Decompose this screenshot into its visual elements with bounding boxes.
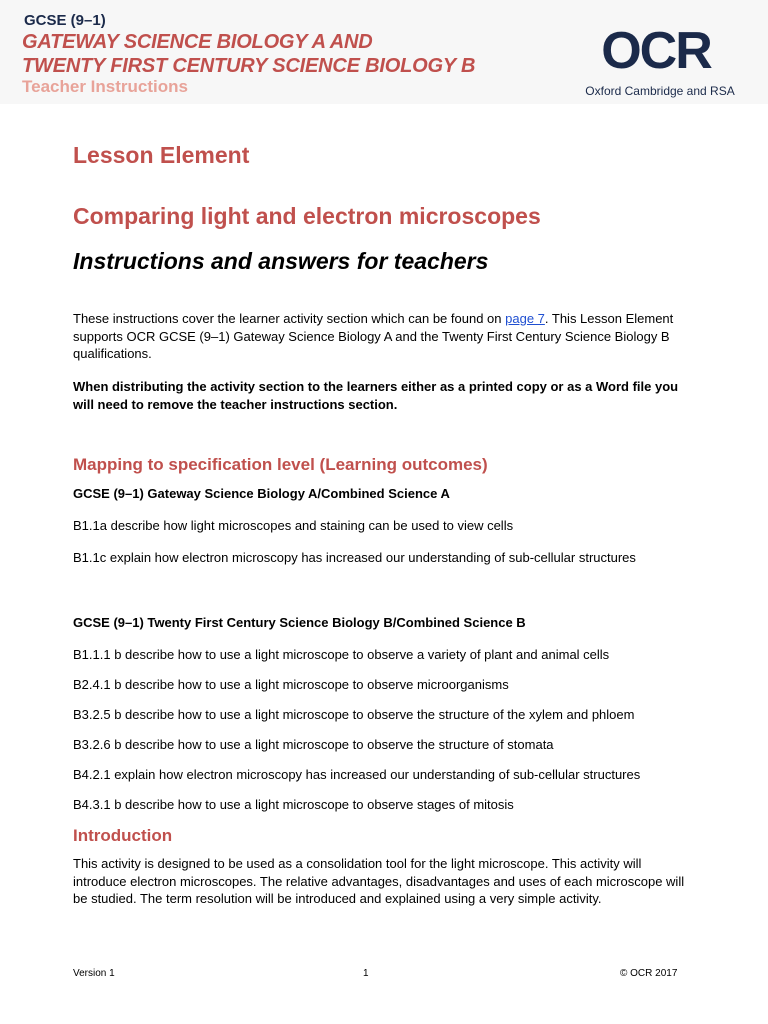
intro-paragraph [73,310,698,363]
learning-outcome: B1.1c explain how electron microscopy has increased our understanding of sub-cellular structures [73,550,636,565]
introduction-heading: Introduction [73,826,173,845]
ocr-wordmark: OCR [601,22,711,80]
header-title-line-2: TWENTY FIRST CENTURY SCIENCE BIOLOGY B [22,55,476,77]
footer-copyright: © OCR 2017 [620,968,678,979]
footer-version: Version 1 [73,968,115,979]
learning-outcome: B1.1.1 b describe how to use a light microscope to observe a variety of plant and animal cells [73,647,610,662]
group-b-heading: GCSE (9–1) Twenty First Century Science Biology B/Combined Science B [73,615,526,630]
ocr-tagline: Oxford Cambridge and RSA [585,84,735,98]
learning-outcome: B3.2.5 b describe how to use a light microscope to observe the structure of the xylem and phloem [73,707,635,722]
page-7-link[interactable]: page 7 [505,311,545,326]
intro-text-after: . This Lesson Element supports OCR GCSE (9–1) Gateway Science Biology A and the Twenty First Century Science Biology B qualifications. [73,311,674,361]
mapping-heading: Mapping to specification level (Learning outcomes) [73,455,488,474]
learning-outcome: B3.2.6 b describe how to use a light microscope to observe the structure of stomata [73,737,554,752]
page-title: Comparing light and electron microscopes [73,203,541,229]
header-subtitle: Teacher Instructions [22,77,188,96]
group-a-heading: GCSE (9–1) Gateway Science Biology A/Combined Science A [73,486,450,501]
page-header [0,0,768,104]
ocr-logo-mark [572,20,742,80]
learning-outcome: B2.4.1 b describe how to use a light microscope to observe microorganisms [73,677,509,692]
footer-page-number: 1 [363,968,369,979]
distribution-notice: When distributing the activity section to the learners either as a printed copy or as a Word file you will need to remove the teacher instructions section. [73,379,679,412]
page-subtitle: Instructions and answers for teachers [73,248,489,274]
header-title-line-1: GATEWAY SCIENCE BIOLOGY A AND [22,31,373,53]
learning-outcome: B1.1a describe how light microscopes and staining can be used to view cells [73,518,514,533]
learning-outcome: B4.3.1 b describe how to use a light microscope to observe stages of mitosis [73,797,514,812]
introduction-paragraph: This activity is designed to be used as a consolidation tool for the light microscope. This activity will introduce electron microscopes. The relative advantages, disadvantages and uses of each microscope will be studied. The term resolution will be introduced and explained using a very simple activity. [73,856,685,906]
ocr-logo [572,20,742,98]
learning-outcome: B4.2.1 explain how electron microscopy has increased our understanding of sub-cellular structures [73,767,641,782]
lesson-element-label: Lesson Element [73,142,250,168]
qualification-label: GCSE (9–1) [24,12,106,29]
intro-text-before: These instructions cover the learner activity section which can be found on [73,311,506,326]
